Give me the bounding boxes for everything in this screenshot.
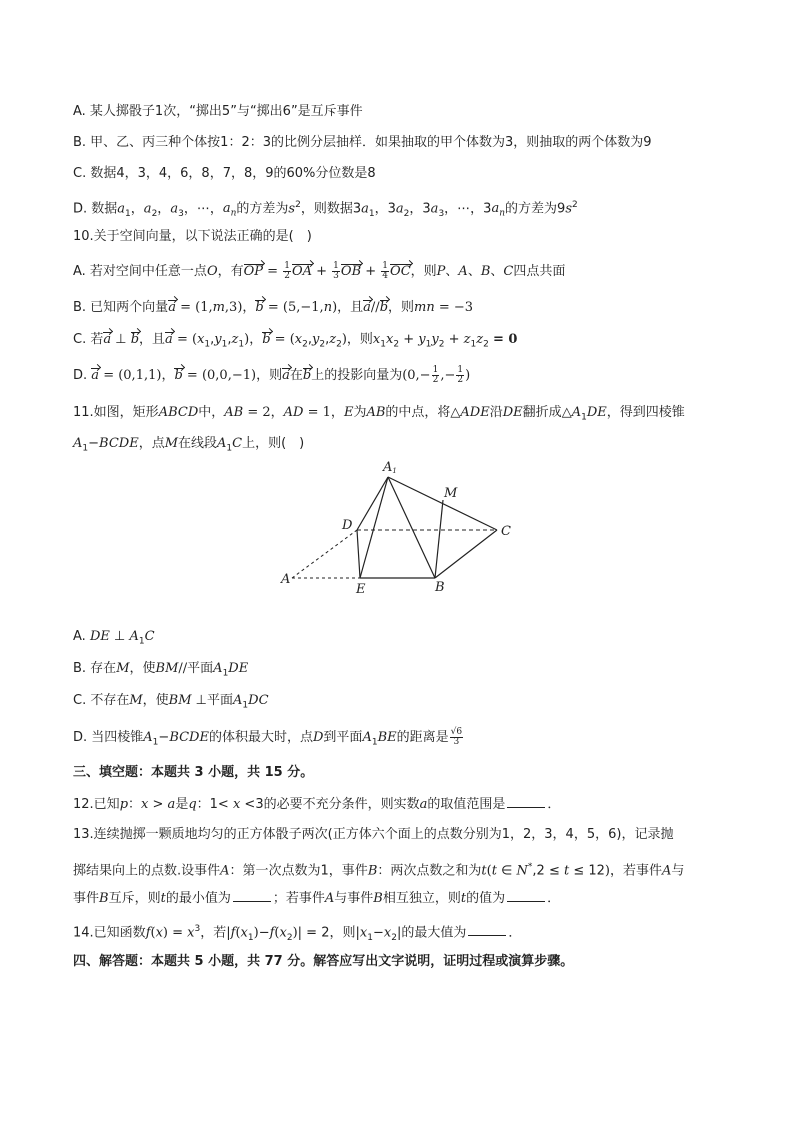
- q10-stem: 10.关于空间向量，以下说法正确的是( ): [73, 229, 312, 244]
- q10-option-b: B. 已知两个向量a = (1,m,3)，b = (5,−1,n)，且a//b，则mn = −3: [73, 300, 474, 315]
- edge-A-D: [292, 530, 357, 578]
- edge-A1-B: [388, 477, 435, 578]
- q9-option-c: C. 数据4，3，4，6，8，7，8，9的60%分位数是8: [73, 166, 376, 181]
- edge-A1-D: [357, 477, 388, 530]
- q9-option-b: B. 甲、乙、丙三种个体按1：2：3的比例分层抽样．如果抽取的甲个体数为3，则抽取的两个体数为9: [73, 135, 652, 150]
- q10-option-c: C. 若a ⊥ b，且$a = (x_1,y_1,z_1)$，$b = (x_2,y_2,z_2)$，则$x_1x_2 + y_1y_2 + z_1z_2 = 0$: [73, 332, 518, 350]
- label-M: M: [444, 486, 458, 501]
- q12: 12.已知p：x > a是q：1< x <3的必要不充分条件，则实数a的取值范围是 ．: [73, 797, 561, 812]
- q9-option-a: A. 某人掷骰子1次，“掷出5”与“掷出6”是互斥事件: [73, 104, 363, 119]
- edge-D-E: [357, 530, 360, 578]
- label-B: B: [435, 580, 445, 595]
- q10-option-a: A. 若对空间中任意一点O，有OP = $\frac{1}{2}$ OA + $\frac{1}{3}$ OB + $\frac{1}{4}$ OC，则P、A、B、C四点共面: [73, 261, 566, 281]
- segment-B-M: [435, 500, 443, 578]
- label-D: D: [342, 518, 353, 533]
- edge-A1-E: [360, 477, 388, 578]
- q11-option-a: A. DE ⊥ $A_1C$: [73, 629, 155, 647]
- q11-stem-line2: $A_1-BCDE$，点M在线段$A_1C$上，则( ): [73, 436, 305, 454]
- q13-line3: 事件B互斥，则t的最小值为 ；若事件A与事件B相互独立，则t的值为 ．: [73, 891, 561, 906]
- edge-B-C: [435, 530, 497, 578]
- q10-option-d: D. a = (0,1,1)，b = (0,0,−1)，则a在b上的投影向量为(0,− $\frac{1}{2}$ ,− $\frac{1}{2}$ ): [73, 365, 471, 385]
- q9-option-d: D. 数据$a_1$，$a_2$，$a_3$，⋯，$a_n$的方差为$s^2$，则数据$3a_1$，$3a_2$，$3a_3$，⋯，$3a_n$的方差为$9s^2$: [73, 200, 578, 219]
- q11-stem-line1: 11.如图，矩形ABCD中，AB = 2，AD = 1，E为AB的中点，将△ADE沿DE翻折成$\triangle A_1DE$，得到四棱锥: [73, 405, 685, 423]
- q11-option-c: C. 不存在M，使BM ⊥平面$A_1DC$: [73, 693, 269, 711]
- q13-line2: 掷结果向上的点数.设事件A：第一次点数为1，事件B：两次点数之和为t(t ∈ N*,2 ≤ t ≤ 12)，若事件A与: [73, 862, 685, 879]
- pyramid-figure: [270, 455, 530, 600]
- q11-option-b: B. 存在M，使BM//平面$A_1DE$: [73, 661, 249, 679]
- q13-line1: 13.连续抛掷一颗质地均匀的正方体骰子两次(正方体六个面上的点数分别为1，2，3，4，5，6)，记录抛: [73, 827, 674, 842]
- q11-option-d: D. 当四棱锥$A_1-BCDE$的体积最大时，点D到平面$A_1BE$的距离是 $\frac{√6}{3}$: [73, 727, 463, 748]
- label-A1: A1: [383, 460, 397, 475]
- section3-title: 三、填空题：本题共 3 小题，共 15 分。: [73, 765, 314, 780]
- q14: 14.已知函数$f(x) = x^3$，若$|f(x_1)-f(x_2)| = 2$，则$|x_1-x_2|$的最大值为 ．: [73, 924, 522, 943]
- label-C: C: [501, 524, 511, 539]
- label-A: A: [281, 572, 291, 587]
- label-E: E: [356, 582, 366, 597]
- section4-title: 四、解答题：本题共 5 小题，共 77 分。解答应写出文字说明，证明过程或演算步骤。: [73, 954, 574, 969]
